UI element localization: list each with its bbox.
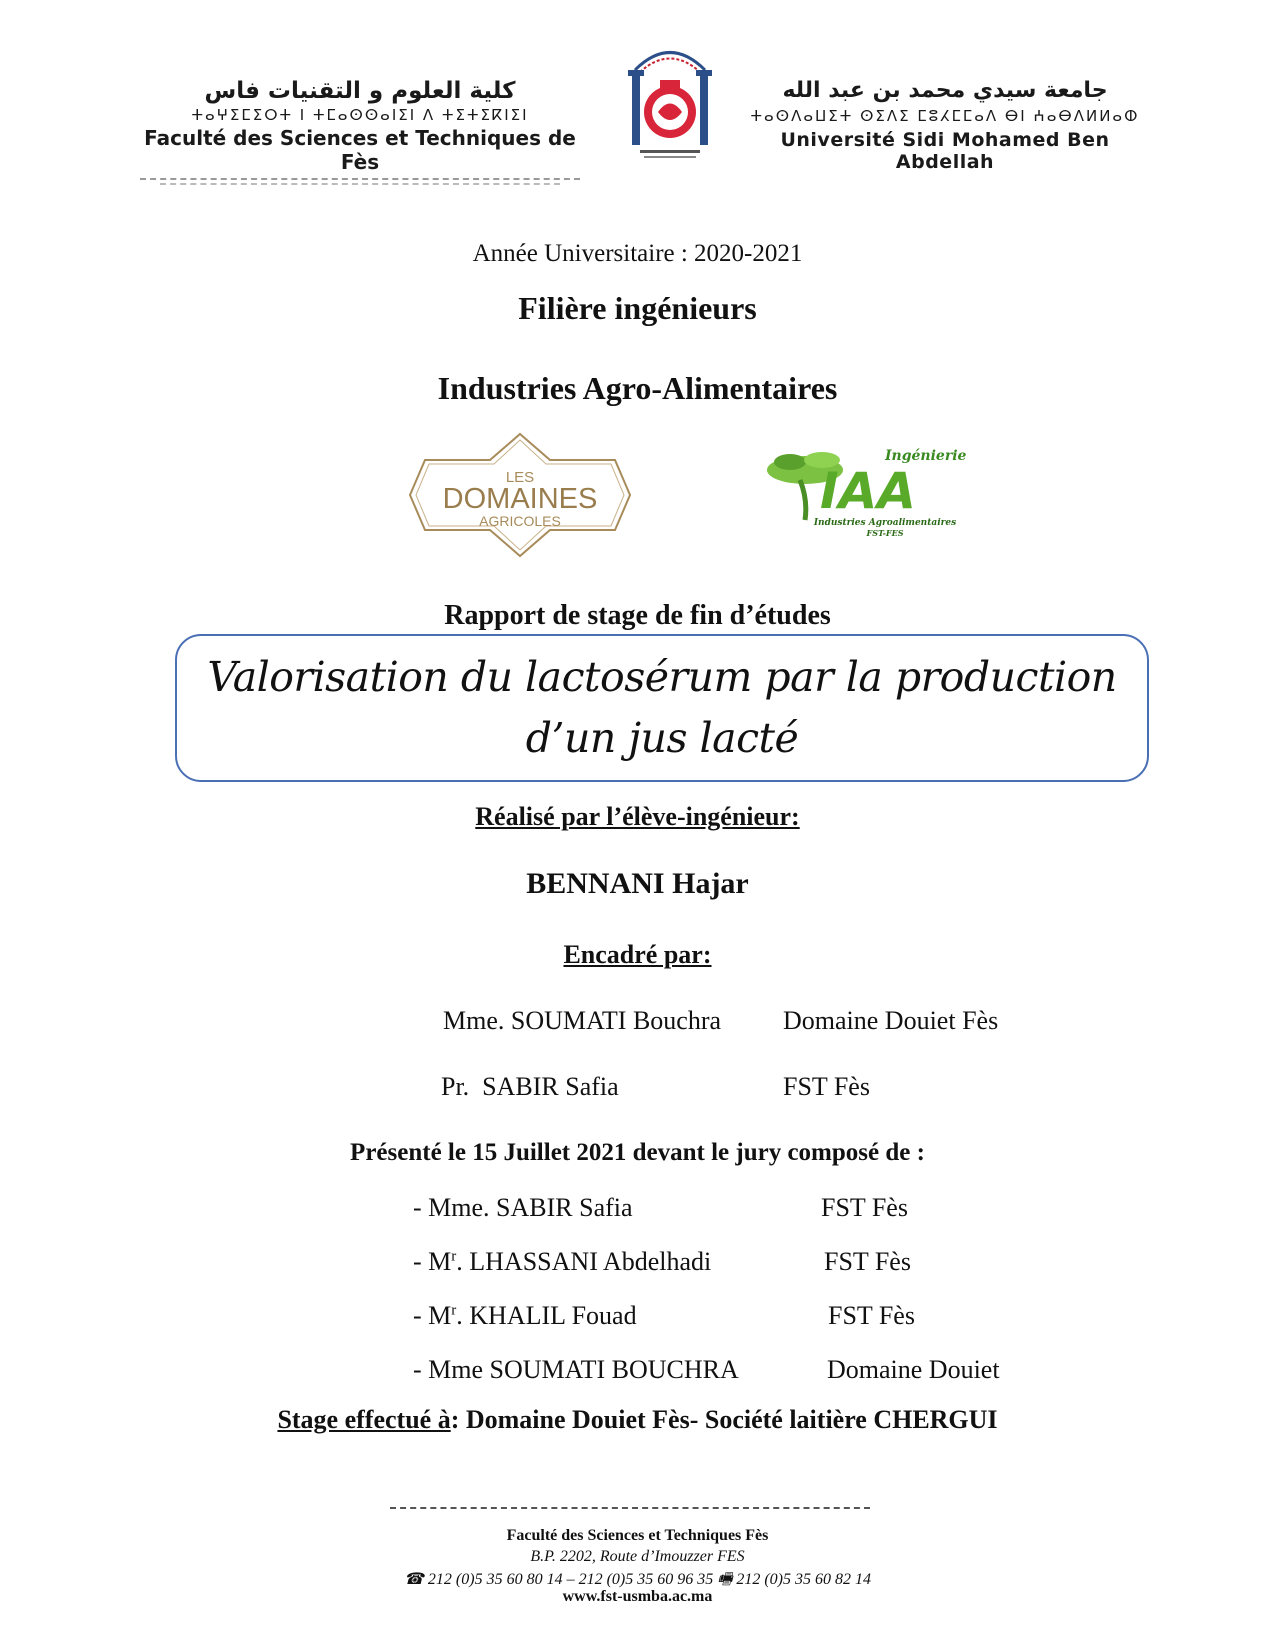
supervisor-name: Pr. SABIR Safia bbox=[441, 1072, 619, 1101]
domaines-sub-text: AGRICOLES bbox=[479, 513, 561, 529]
divider bbox=[160, 183, 560, 185]
usmba-arabic-name: جامعة سيدي محمد بن عبد الله bbox=[782, 78, 1108, 103]
iaa-sub-text: Industries Agroalimentaires bbox=[813, 518, 957, 528]
report-title-box bbox=[175, 634, 1149, 782]
jury-member-org: FST Fès bbox=[821, 1193, 908, 1222]
fst-tifinagh-name: ⵜⴰⵖⵉⵎⵉⵔⵜ ⵏ ⵜⵎⴰⵙⵙⴰⵏⵉⵏ ⴷ ⵜⵉⵜⵉⴽⵏⵉⵏ bbox=[191, 106, 529, 124]
domaines-agricoles-logo bbox=[400, 430, 640, 560]
iaa-ingenierie-logo bbox=[760, 440, 990, 540]
internship-label: Stage effectué à bbox=[277, 1405, 451, 1434]
footer-website-link[interactable]: www.fst-usmba.ac.ma bbox=[562, 1588, 713, 1605]
jury-member-name: - Mme. SABIR Safia bbox=[413, 1193, 633, 1222]
internship-value: : Domaine Douiet Fès- Société laitière CHERGUI bbox=[450, 1405, 998, 1434]
iaa-sub2-text: FST-FES bbox=[866, 528, 904, 538]
jury-member-org: FST Fès bbox=[824, 1247, 911, 1276]
iaa-main-text: IAA bbox=[820, 462, 916, 520]
author-name: BENNANI Hajar bbox=[526, 867, 749, 900]
fst-french-name: Faculté des Sciences et Techniques de Fès bbox=[144, 126, 576, 174]
fst-logo bbox=[125, 78, 595, 185]
footer-divider bbox=[390, 1507, 870, 1509]
usmba-logo bbox=[745, 78, 1145, 173]
supervisor-org: Domaine Douiet Fès bbox=[783, 1006, 999, 1035]
jury-member-org: FST Fès bbox=[828, 1301, 915, 1330]
author-heading: Réalisé par l’élève-ingénieur: bbox=[475, 802, 800, 831]
iaa-top-text: Ingénierie bbox=[885, 448, 967, 464]
supervisor-org: FST Fès bbox=[783, 1072, 870, 1101]
university-crest-icon bbox=[620, 40, 720, 170]
jury-heading: Présenté le 15 Juillet 2021 devant le jury composé de : bbox=[350, 1139, 925, 1166]
jury-member-name: - $M^r$. KHALIL Fouad bbox=[413, 1301, 637, 1330]
usmba-tifinagh-name: ⵜⴰⵙⴷⴰⵡⵉⵜ ⵙⵉⴷⵉ ⵎⵓⵃⵎⵎⴰⴷ ⴱⵏ ⵄⴰⴱⴷⵍⵍⴰⵀ bbox=[750, 107, 1140, 125]
domaines-les-text: LES bbox=[505, 469, 535, 486]
usmba-french-name: Université Sidi Mohamed Ben Abdellah bbox=[780, 129, 1110, 173]
internship-location bbox=[0, 1405, 1275, 1435]
divider bbox=[140, 178, 580, 180]
footer-phone-fax: ☎ 212 (0)5 35 60 80 14 – 212 (0)5 35 60 96 35 🖷 212 (0)5 35 60 82 14 bbox=[403, 1571, 871, 1588]
supervisors-heading: Encadré par: bbox=[563, 940, 712, 969]
program-specialty: Industries Agro-Alimentaires bbox=[437, 370, 838, 406]
academic-year: Année Universitaire : 2020-2021 bbox=[472, 240, 803, 267]
jury-member-name: - $M^r$. LHASSANI Abdelhadi bbox=[413, 1247, 712, 1276]
footer-address: B.P. 2202, Route d’Imouzzer FES bbox=[530, 1548, 745, 1565]
jury-member-name: - Mme SOUMATI BOUCHRA bbox=[413, 1355, 739, 1384]
program-name: Filière ingénieurs bbox=[518, 290, 757, 326]
footer-institution: Faculté des Sciences et Techniques Fès bbox=[506, 1527, 769, 1544]
report-title: Valorisation du lactosérum par la production d’un jus lacté bbox=[207, 653, 1117, 762]
fst-arabic-name: كلية العلوم و التقنيات فاس bbox=[204, 78, 516, 104]
domaines-main-text: DOMAINES bbox=[442, 483, 598, 515]
supervisor-name: Mme. SOUMATI Bouchra bbox=[443, 1006, 722, 1035]
report-type: Rapport de stage de fin d’études bbox=[444, 600, 831, 631]
jury-member-org: Domaine Douiet bbox=[827, 1355, 1000, 1384]
